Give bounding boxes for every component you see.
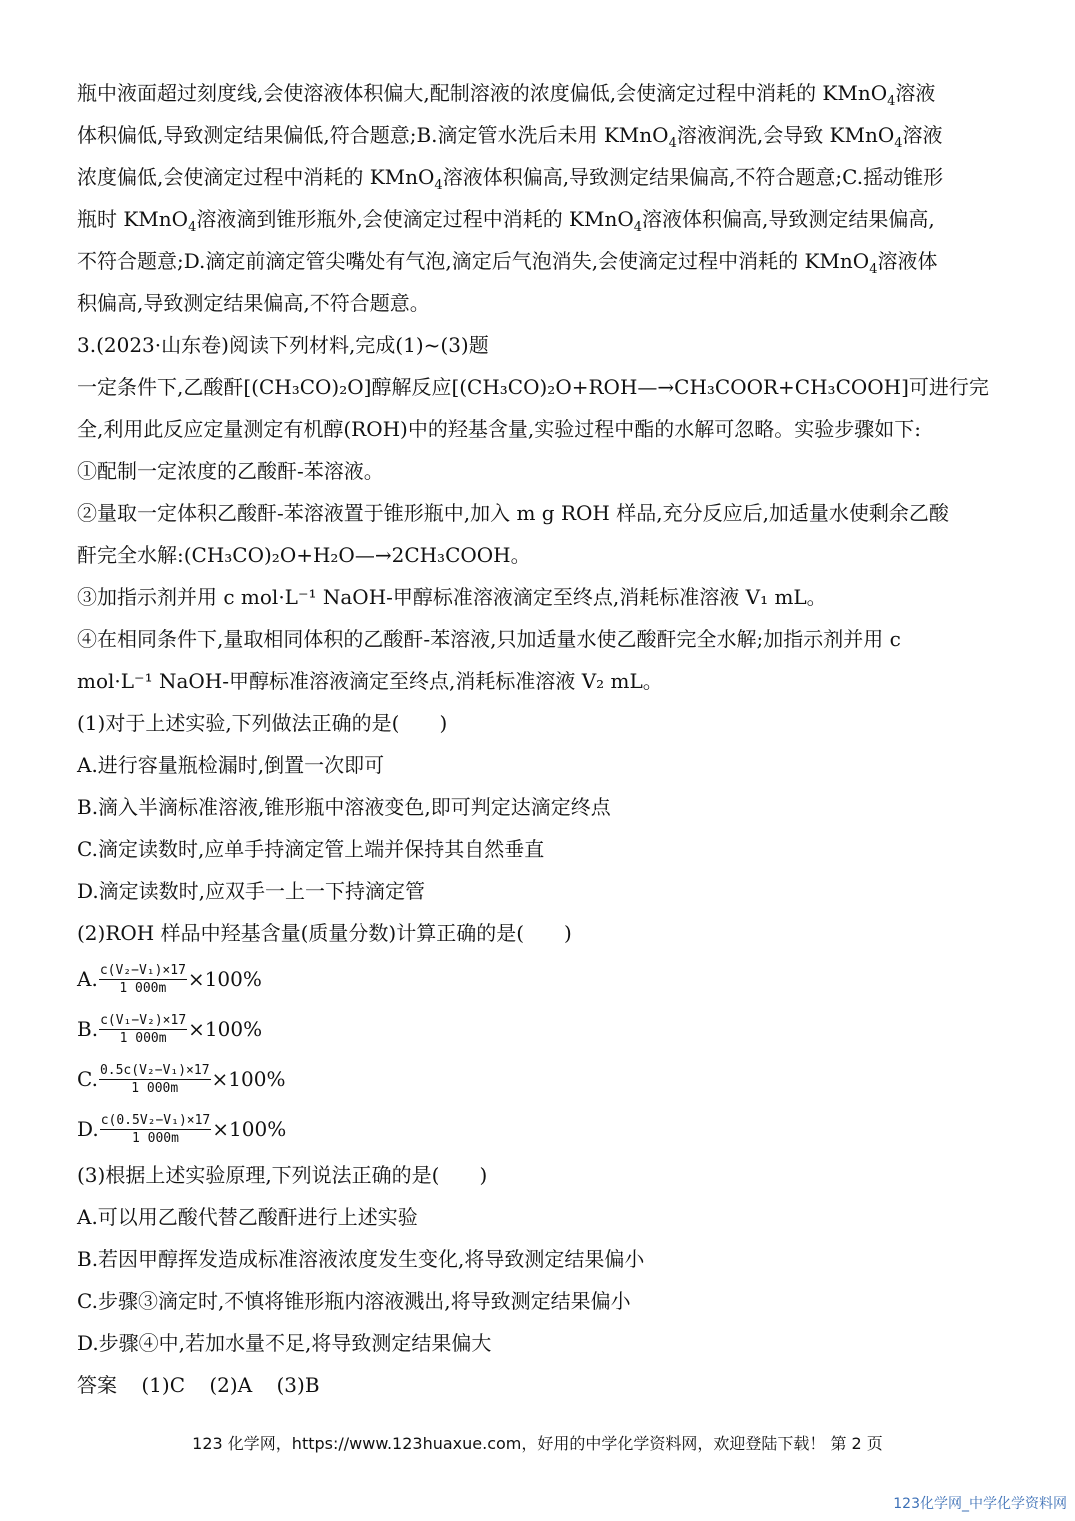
answer-1: (1)C bbox=[141, 1373, 185, 1397]
answer-2: (2)A bbox=[209, 1373, 253, 1397]
fraction bbox=[99, 1062, 211, 1097]
document-body bbox=[77, 72, 1002, 1406]
fraction bbox=[99, 962, 187, 997]
numerator: c(V₂−V₁)×17 bbox=[99, 962, 186, 978]
text: 溶液体积偏高,导致测定结果偏高, bbox=[642, 207, 935, 231]
text: 浓度偏低,会使滴定过程中消耗的 KMnO bbox=[77, 165, 435, 189]
option-label: D. bbox=[77, 1117, 99, 1141]
numerator: c(V₁−V₂)×17 bbox=[100, 1012, 187, 1028]
fraction bbox=[99, 1012, 187, 1047]
option-label: B. bbox=[77, 1017, 99, 1041]
subscript: 4 bbox=[633, 220, 643, 235]
formula-option bbox=[77, 1104, 1002, 1154]
text: 溶液体 bbox=[877, 249, 938, 273]
option: A.进行容量瓶检漏时,倒置一次即可 bbox=[77, 753, 385, 777]
option: B.若因甲醇挥发造成标准溶液浓度发生变化,将导致测定结果偏小 bbox=[77, 1247, 645, 1271]
step-1: ①配制一定浓度的乙酸酐-苯溶液。 bbox=[77, 459, 384, 483]
step-4: mol·L⁻¹ NaOH-甲醇标准溶液滴定至终点,消耗标准溶液 V₂ mL。 bbox=[77, 669, 663, 693]
step-3: ③加指示剂并用 c mol·L⁻¹ NaOH-甲醇标准溶液滴定至终点,消耗标准溶液 V₁ mL。 bbox=[77, 585, 827, 609]
text: 体积偏低,导致测定结果偏低,符合题意;B.滴定管水洗后未用 KMnO bbox=[77, 123, 669, 147]
sub-question-3: (3)根据上述实验原理,下列说法正确的是( ) bbox=[77, 1163, 488, 1187]
option-label: C. bbox=[77, 1067, 98, 1091]
page-footer: 123 化学网，https://www.123huaxue.com，好用的中学化学资料网，欢迎登陆下载！ 第 2 页 bbox=[192, 1434, 883, 1453]
subscript: 4 bbox=[887, 94, 896, 109]
numerator: 0.5c(V₂−V₁)×17 bbox=[99, 1062, 210, 1078]
step-2: ②量取一定体积乙酸酐-苯溶液置于锥形瓶中,加入 m g ROH 样品,充分反应后,加适量水使剩余乙酸 bbox=[77, 501, 949, 525]
numerator: c(0.5V₂−V₁)×17 bbox=[100, 1112, 211, 1128]
text: 瓶时 KMnO bbox=[77, 207, 189, 231]
text-line bbox=[77, 240, 1002, 282]
option: C.步骤③滴定时,不慎将锥形瓶内溶液溅出,将导致测定结果偏小 bbox=[77, 1289, 631, 1313]
formula-option bbox=[77, 1054, 1002, 1104]
text: 溶液润洗,会导致 KMnO bbox=[676, 123, 895, 147]
subscript: 4 bbox=[668, 136, 677, 151]
option-tail: ×100% bbox=[211, 1067, 286, 1091]
text-line bbox=[77, 198, 1002, 240]
text-line bbox=[77, 72, 1002, 114]
option-tail: ×100% bbox=[187, 967, 262, 991]
option: D.步骤④中,若加水量不足,将导致测定结果偏大 bbox=[77, 1331, 492, 1355]
option: B.滴入半滴标准溶液,锥形瓶中溶液变色,即可判定达滴定终点 bbox=[77, 795, 611, 819]
denominator: 1 000m bbox=[119, 980, 167, 996]
answer-3: (3)B bbox=[276, 1373, 320, 1397]
step-2: 酐完全水解:(CH₃CO)₂O+H₂O—→2CH₃COOH。 bbox=[77, 543, 531, 567]
text: 不符合题意;D.滴定前滴定管尖嘴处有气泡,滴定后气泡消失,会使滴定过程中消耗的 KMnO bbox=[77, 249, 870, 273]
question-intro: 全,利用此反应定量测定有机醇(ROH)中的羟基含量,实验过程中酯的水解可忽略。实验步骤如下: bbox=[77, 417, 921, 441]
text: 溶液 bbox=[895, 81, 936, 105]
text-line: 积偏高,导致测定结果偏高,不符合题意。 bbox=[77, 291, 430, 315]
text: 溶液 bbox=[902, 123, 943, 147]
formula-option bbox=[77, 1004, 1002, 1054]
option-tail: ×100% bbox=[212, 1117, 287, 1141]
step-4: ④在相同条件下,量取相同体积的乙酸酐-苯溶液,只加适量水使乙酸酐完全水解;加指示剂并用 c bbox=[77, 627, 901, 651]
option-label: A. bbox=[77, 967, 98, 991]
answer-label: 答案 bbox=[77, 1373, 117, 1397]
answer-line bbox=[77, 1364, 1002, 1406]
denominator: 1 000m bbox=[131, 1130, 179, 1146]
text-line bbox=[77, 114, 1002, 156]
text: 溶液滴到锥形瓶外,会使滴定过程中消耗的 KMnO bbox=[196, 207, 634, 231]
fraction bbox=[100, 1112, 212, 1147]
denominator: 1 000m bbox=[119, 1030, 167, 1046]
text: 瓶中液面超过刻度线,会使溶液体积偏大,配制溶液的浓度偏低,会使滴定过程中消耗的 KMnO bbox=[77, 81, 888, 105]
question-header: 3.(2023·山东卷)阅读下列材料,完成(1)~(3)题 bbox=[77, 333, 489, 357]
subscript: 4 bbox=[869, 262, 878, 277]
formula-option bbox=[77, 954, 1002, 1004]
site-watermark: 123化学网_中学化学资料网 bbox=[893, 1496, 1067, 1512]
text: 溶液体积偏高,导致测定结果偏高,不符合题意;C.摇动锥形 bbox=[442, 165, 944, 189]
sub-question-1: (1)对于上述实验,下列做法正确的是( ) bbox=[77, 711, 448, 735]
option-tail: ×100% bbox=[188, 1017, 263, 1041]
subscript: 4 bbox=[188, 220, 197, 235]
text-line bbox=[77, 156, 1002, 198]
sub-question-2: (2)ROH 样品中羟基含量(质量分数)计算正确的是( ) bbox=[77, 921, 572, 945]
subscript: 4 bbox=[434, 178, 443, 193]
denominator: 1 000m bbox=[131, 1080, 179, 1096]
subscript: 4 bbox=[894, 136, 903, 151]
option: D.滴定读数时,应双手一上一下持滴定管 bbox=[77, 879, 426, 903]
question-intro: 一定条件下,乙酸酐[(CH₃CO)₂O]醇解反应[(CH₃CO)₂O+ROH—→CH₃COOR+CH₃COOH]可进行完 bbox=[77, 375, 989, 399]
option: A.可以用乙酸代替乙酸酐进行上述实验 bbox=[77, 1205, 418, 1229]
option: C.滴定读数时,应单手持滴定管上端并保持其自然垂直 bbox=[77, 837, 545, 861]
